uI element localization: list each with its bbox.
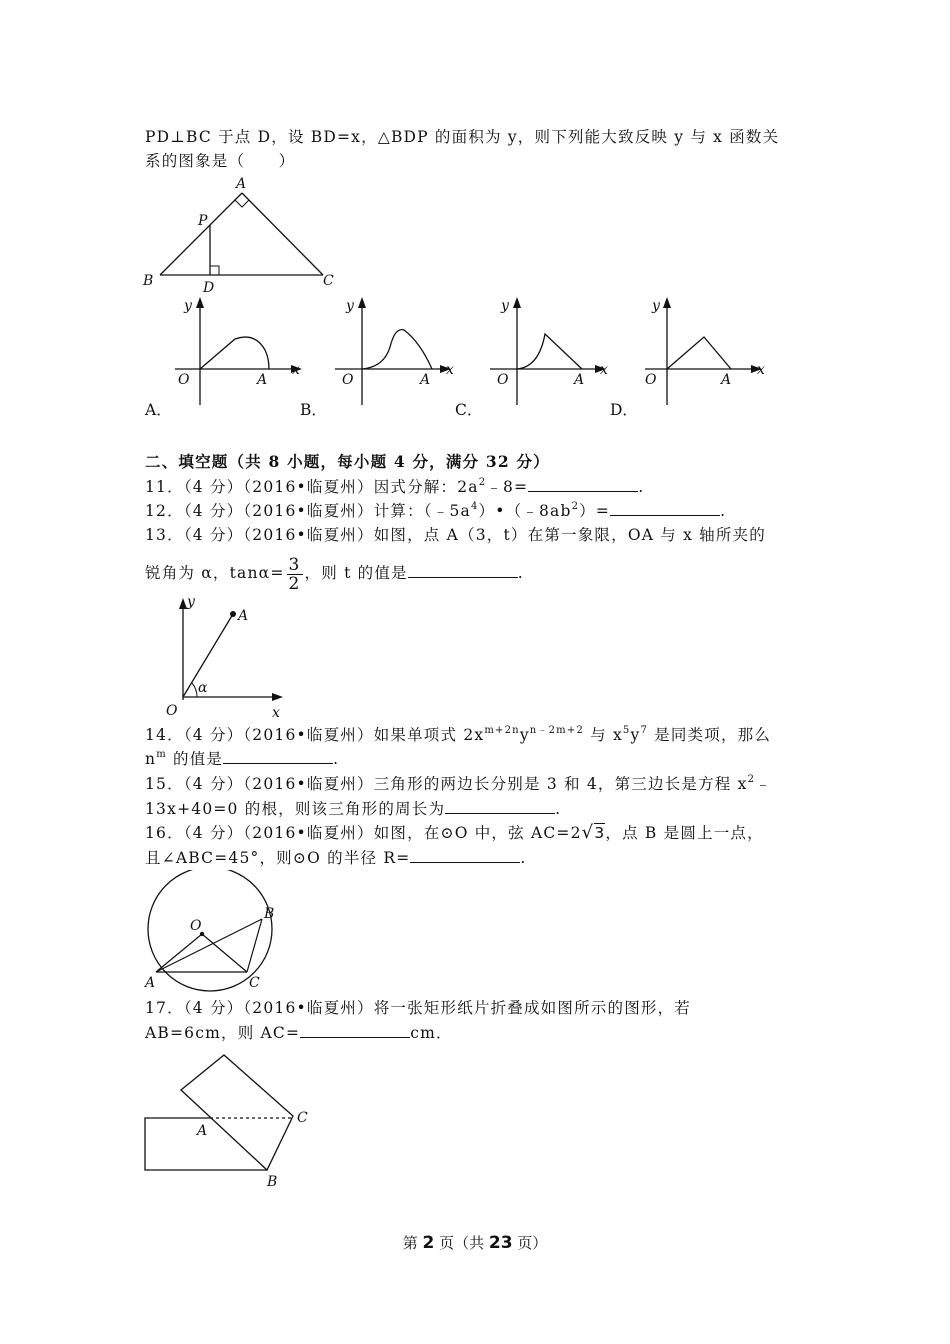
q11 (145, 477, 644, 497)
q10-line1: PD⊥BC 于点 D，设 BD=x，△BDP 的面积为 y，则下列能大致反映 y 与 x 函数关 (145, 128, 780, 146)
q14-p5: 是同类项，那么 (648, 726, 772, 744)
axis-x-label: x (446, 362, 454, 378)
label-d: D (203, 280, 215, 296)
point-b-label: B (264, 906, 275, 922)
q16-line1 (145, 823, 764, 843)
origin-label: O (645, 372, 657, 388)
fraction-numerator: 3 (288, 554, 301, 575)
q16-line2 (145, 848, 527, 868)
fraction-denominator: 2 (288, 573, 301, 594)
q15-line1-text: 15．（4 分）（2016•临夏州）三角形的两边长分别是 3 和 4，第三边长是方程 x (145, 775, 748, 793)
q14-e4: 7 (640, 725, 649, 736)
q15-line2-text: 13x+40=0 的根，则该三角形的周长为 (145, 800, 446, 818)
option-a-label: A． (145, 401, 172, 419)
graph-option-c (487, 292, 617, 407)
q15-line1 (145, 774, 772, 794)
q12 (145, 501, 726, 521)
q17-answer-blank[interactable] (300, 1023, 410, 1038)
point-a-label: A (257, 372, 268, 388)
footer-mid: 页（共 (434, 1234, 489, 1252)
q11-end: . (638, 478, 645, 496)
axis-y-label: y (501, 298, 509, 314)
q11-exp: 2 (478, 477, 487, 488)
q14-p4: y (630, 726, 641, 744)
axis-y-label: y (187, 594, 195, 610)
point-a-label: A (238, 608, 249, 624)
q11-answer-blank[interactable] (528, 477, 638, 492)
origin-label: O (342, 372, 354, 388)
label-c: C (323, 273, 334, 289)
q10-triangle-figure (140, 175, 340, 300)
q15-exp: 2 (747, 774, 756, 785)
q17-folded-rectangle-figure (140, 1050, 330, 1190)
q16-end: . (520, 849, 527, 867)
point-a-label: A (420, 372, 431, 388)
q16-prefix: 16．（4 分）（2016•临夏州）如图，在⊙O 中，弦 AC=2 (145, 824, 582, 842)
q15-line1-end: ﹣ (755, 775, 772, 793)
q14-p3: 与 x (584, 726, 623, 744)
point-a-label: A (145, 975, 156, 991)
option-d-label: D． (610, 401, 638, 419)
q15-end: . (555, 800, 562, 818)
q10-line2: 系的图象是（ ） (145, 152, 296, 170)
center-o-label: O (190, 918, 202, 934)
q14-p2: y (519, 726, 530, 744)
tan-fraction (287, 556, 303, 593)
origin-label: O (497, 372, 509, 388)
q13-line1: 13．（4 分）（2016•临夏州）如图，点 A（3，t）在第一象限，OA 与 x 轴所夹的 (145, 526, 766, 544)
q16-answer-blank[interactable] (410, 848, 520, 863)
option-c-label: C． (455, 401, 483, 419)
point-a-label: A (721, 372, 732, 388)
q17-unit: cm． (410, 1024, 453, 1042)
point-c-label: C (249, 975, 260, 991)
q14-line2 (145, 749, 339, 769)
axis-x-label: x (292, 362, 300, 378)
q14-p1: 14．（4 分）（2016•临夏州）如果单项式 2x (145, 726, 485, 744)
q12-end: . (720, 502, 727, 520)
point-b-label: B (267, 1174, 278, 1190)
section-title: 二、填空题（共 8 小题，每小题 4 分，满分 32 分） (145, 452, 550, 471)
axis-x-label: x (757, 362, 765, 378)
q11-suffix: ﹣8= (486, 478, 529, 496)
q12-exp1: 4 (470, 501, 479, 512)
q14-line1 (145, 725, 771, 745)
origin-label: O (166, 703, 178, 719)
q14-end: . (333, 750, 340, 768)
q13-line2-prefix: 锐角为 α，tanα= (145, 564, 285, 582)
footer-post: 页） (512, 1234, 548, 1252)
q14-e2: n﹣2m+2 (529, 725, 585, 736)
axis-y-label: y (184, 298, 192, 314)
q11-prefix: 11．（4 分）（2016•临夏州）因式分解：2a (145, 478, 479, 496)
origin-label: O (178, 372, 190, 388)
graph-option-d (642, 292, 772, 407)
q14-l2e: m (156, 749, 167, 760)
q16-line2-text: 且∠ABC=45°，则⊙O 的半径 R= (145, 849, 411, 867)
q12-answer-blank[interactable] (610, 501, 720, 516)
q14-e3: 5 (622, 725, 631, 736)
sqrt-symbol: √ (581, 822, 595, 843)
page-footer (0, 1232, 950, 1253)
option-b-label: B． (300, 401, 327, 419)
q17-line2-text: AB=6cm，则 AC= (145, 1024, 301, 1042)
q14-e1: m+2n (484, 725, 520, 736)
point-a-label: A (574, 372, 585, 388)
q13-answer-blank[interactable] (408, 563, 518, 578)
q15-line2 (145, 799, 561, 819)
q13-coordinate-figure (150, 590, 300, 720)
page-number: 2 (422, 1233, 435, 1253)
axis-x-label: x (272, 705, 280, 720)
axis-y-label: y (652, 298, 660, 314)
sqrt-radicand: 3 (594, 824, 606, 842)
axis-y-label: y (346, 298, 354, 314)
total-pages: 23 (488, 1233, 513, 1253)
graph-option-a (170, 292, 310, 407)
q16-suffix: ，点 B 是圆上一点， (605, 824, 764, 842)
q17-line2 (145, 1023, 453, 1043)
q14-answer-blank[interactable] (223, 749, 333, 764)
q12-exp2: 2 (571, 501, 580, 512)
q12-suffix: ）= (579, 502, 611, 520)
q13-line2 (145, 553, 524, 593)
label-a: A (236, 176, 247, 192)
q16-circle-figure (140, 870, 285, 995)
q12-mid: ）•（﹣8ab (478, 502, 572, 520)
point-c-label: C (297, 1110, 308, 1126)
footer-pre: 第 (402, 1234, 423, 1252)
q14-l2b: 的值是 (166, 750, 224, 768)
q13-end: . (517, 564, 524, 582)
graph-option-b (332, 292, 462, 407)
label-p: P (198, 213, 208, 229)
q14-l2a: n (145, 750, 157, 768)
point-a-label: A (197, 1123, 208, 1139)
label-b: B (143, 273, 154, 289)
alpha-label: α (198, 680, 208, 696)
q13-line2-suffix: ，则 t 的值是 (304, 564, 408, 582)
q15-answer-blank[interactable] (445, 799, 555, 814)
q17-line1: 17．（4 分）（2016•临夏州）将一张矩形纸片折叠成如图所示的图形，若 (145, 999, 692, 1017)
axis-x-label: x (600, 362, 608, 378)
q12-prefix: 12．（4 分）（2016•临夏州）计算：（﹣5a (145, 502, 471, 520)
